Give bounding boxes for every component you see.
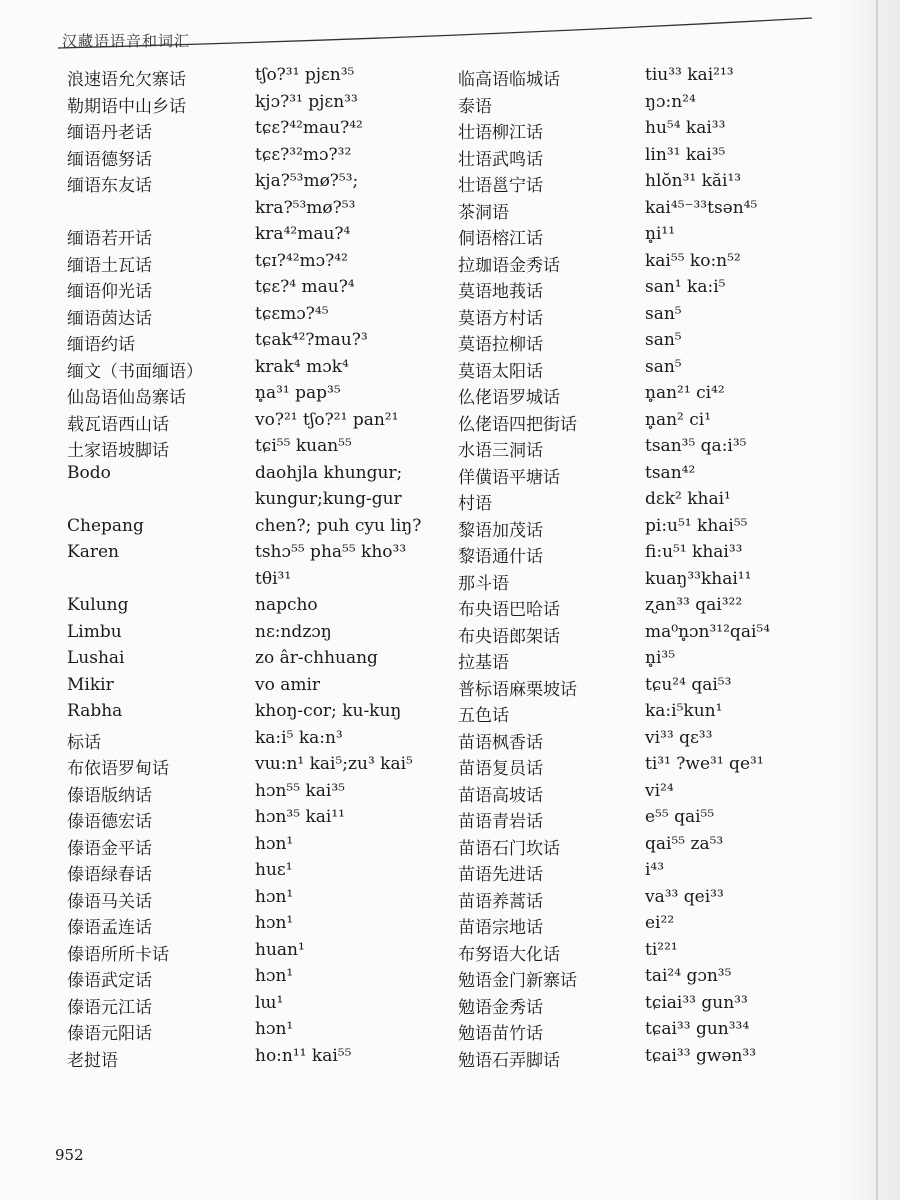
language-name: 傣语马关话 xyxy=(67,891,152,912)
language-name: 勉语石弄脚话 xyxy=(458,1050,560,1071)
word-transcription: ma⁰n̥ɔn³¹²qai⁵⁴ xyxy=(645,621,771,642)
header-rule xyxy=(0,0,900,60)
language-name: 傣语德宏话 xyxy=(67,812,152,832)
language-name: 拉珈语金秀话 xyxy=(458,255,560,276)
language-name: 壮语武鸣话 xyxy=(458,149,543,170)
language-name: 莫语拉柳话 xyxy=(458,335,543,355)
language-name: 村语 xyxy=(458,494,492,514)
language-name: 那斗语 xyxy=(458,573,509,594)
language-name: Bodo xyxy=(67,462,111,483)
language-name: 壮语柳江话 xyxy=(458,123,543,143)
word-transcription: qai⁵⁵ za⁵³ xyxy=(645,833,724,854)
word-transcription: lin³¹ kai³⁵ xyxy=(645,144,726,165)
word-transcription: n̥an² ci¹ xyxy=(645,409,712,430)
language-name: Limbu xyxy=(67,621,122,642)
language-name: 苗语先进话 xyxy=(458,865,543,885)
word-transcription: kai⁵⁵ ko:n⁵² xyxy=(645,250,741,271)
word-transcription: nɛ:ndzɔŋ xyxy=(255,621,332,642)
word-transcription: hɔn¹ xyxy=(255,833,294,854)
language-name: 普标语麻栗坡话 xyxy=(458,679,577,700)
language-name: 苗语养蒿话 xyxy=(458,891,543,912)
language-name: 傣语版纳话 xyxy=(67,785,152,806)
word-transcription: kra?⁵³mø?⁵³ xyxy=(255,197,356,218)
word-transcription: tiu³³ kai²¹³ xyxy=(645,65,734,85)
word-transcription: va³³ qei³³ xyxy=(645,886,724,907)
word-transcription: hɔn¹ xyxy=(255,913,294,933)
language-name: 布依语罗甸话 xyxy=(67,759,169,779)
language-name: 勉语苗竹话 xyxy=(458,1024,543,1044)
language-name: 苗语石门坎话 xyxy=(458,838,560,859)
word-transcription: hlŏn³¹ kăi¹³ xyxy=(645,171,742,191)
word-transcription: vo amir xyxy=(255,674,321,695)
language-name: Kulung xyxy=(67,595,129,615)
language-name: 黎语通什话 xyxy=(458,547,543,567)
language-name: 仫佬语四把街话 xyxy=(458,414,577,435)
word-transcription: e⁵⁵ qai⁵⁵ xyxy=(645,807,715,827)
word-transcription: ŋɔ:n²⁴ xyxy=(645,91,696,112)
language-name: 傣语绿春话 xyxy=(67,865,152,885)
language-name: Mikir xyxy=(67,674,114,695)
language-name: Karen xyxy=(67,542,119,562)
word-transcription: ti³¹ ?we³¹ qe³¹ xyxy=(645,754,764,774)
word-transcription: hɔn¹ xyxy=(255,1019,294,1039)
word-transcription: tɕai³³ gun³³⁴ xyxy=(645,1019,750,1039)
word-transcription: kungur;kung-gur xyxy=(255,489,402,509)
language-name: 勒期语中山乡话 xyxy=(67,96,186,117)
language-name: 茶洞语 xyxy=(458,202,509,223)
word-transcription: tshɔ⁵⁵ pha⁵⁵ kho³³ xyxy=(255,542,407,562)
word-transcription: tɕiai³³ gun³³ xyxy=(645,992,748,1013)
language-name: 载瓦语西山话 xyxy=(67,414,169,435)
language-name: 浪速语允欠寨话 xyxy=(67,70,186,90)
language-name: 黎语加茂话 xyxy=(458,520,543,541)
language-name: 缅语德努话 xyxy=(67,149,152,170)
word-transcription: kai⁴⁵⁻³³tsən⁴⁵ xyxy=(645,197,758,218)
language-name: 莫语地莪话 xyxy=(458,282,543,302)
page-number: 952 xyxy=(55,1146,84,1164)
page-edge xyxy=(876,0,878,1200)
language-name: 缅语仰光话 xyxy=(67,282,152,302)
word-transcription: tɕɛmɔ?⁴⁵ xyxy=(255,303,329,324)
word-transcription: ti²²¹ xyxy=(645,939,678,960)
word-transcription: tʃo?³¹ pjɛn³⁵ xyxy=(255,65,355,85)
language-name: 缅语若开话 xyxy=(67,229,152,249)
language-name: 傣语孟连话 xyxy=(67,918,152,938)
word-transcription: napcho xyxy=(255,595,318,615)
language-name: 泰语 xyxy=(458,96,492,117)
language-name: 仙岛语仙岛寨话 xyxy=(67,388,186,408)
word-transcription: tai²⁴ gɔn³⁵ xyxy=(645,966,732,986)
language-name: 拉基语 xyxy=(458,653,509,673)
word-transcription: vi²⁴ xyxy=(645,780,674,801)
word-transcription: tɕɛ?⁴²mau?⁴² xyxy=(255,118,363,138)
word-transcription: kra⁴²mau?⁴ xyxy=(255,224,351,244)
word-transcription: hɔn³⁵ kai¹¹ xyxy=(255,807,345,827)
language-name: 布努语大化话 xyxy=(458,944,560,965)
word-transcription: tɕɛ?³²mɔ?³² xyxy=(255,144,352,165)
word-transcription: tɕɛ?⁴ mau?⁴ xyxy=(255,277,355,297)
word-transcription: tsan⁴² xyxy=(645,462,696,483)
language-name: 仫佬语罗城话 xyxy=(458,388,560,408)
language-name: 缅语丹老话 xyxy=(67,123,152,143)
word-transcription: zo âr-chhuang xyxy=(255,648,378,668)
word-transcription: ho:n¹¹ kai⁵⁵ xyxy=(255,1045,352,1066)
language-name: 布央语郎架话 xyxy=(458,626,560,647)
word-transcription: huan¹ xyxy=(255,939,305,960)
language-name: 傣语金平话 xyxy=(67,838,152,859)
word-transcription: hɔn⁵⁵ kai³⁵ xyxy=(255,780,345,801)
word-transcription: tɕai³³ gwən³³ xyxy=(645,1045,757,1066)
language-name: 苗语复员话 xyxy=(458,759,543,779)
language-name: 布央语巴哈话 xyxy=(458,600,560,620)
page-gutter-shadow xyxy=(840,0,900,1200)
language-name: 缅文（书面缅语） xyxy=(67,361,203,382)
word-transcription: san⁵ xyxy=(645,356,682,377)
word-transcription: kja?⁵³mø?⁵³; xyxy=(255,171,359,191)
language-name: 佯僙语平塘话 xyxy=(458,467,560,488)
word-transcription: i⁴³ xyxy=(645,860,665,880)
word-transcription: krak⁴ mɔk⁴ xyxy=(255,356,349,377)
language-name: Lushai xyxy=(67,648,125,668)
language-name: 傣语武定话 xyxy=(67,971,152,991)
word-transcription: ei²² xyxy=(645,913,675,933)
language-name: 苗语宗地话 xyxy=(458,918,543,938)
word-transcription: n̥i³⁵ xyxy=(645,648,676,668)
language-name: 苗语枫香话 xyxy=(458,732,543,753)
word-transcription: hu⁵⁴ kai³³ xyxy=(645,118,726,138)
language-name: 五色话 xyxy=(458,706,509,726)
word-transcription: lɯ¹ xyxy=(255,992,284,1013)
language-name: 莫语太阳话 xyxy=(458,361,543,382)
word-transcription: san¹ ka:i⁵ xyxy=(645,277,726,297)
word-transcription: tɕɪ?⁴²mɔ?⁴² xyxy=(255,250,348,271)
word-transcription: san⁵ xyxy=(645,303,682,324)
language-name: 缅语约话 xyxy=(67,335,135,355)
word-transcription: dɛk² khai¹ xyxy=(645,489,731,509)
word-transcription: daohjla khungur; xyxy=(255,462,403,483)
language-name: 老挝语 xyxy=(67,1050,118,1071)
language-name: 壮语邕宁话 xyxy=(458,176,543,196)
word-transcription: ka:i⁵kun¹ xyxy=(645,701,723,721)
word-transcription: tθi³¹ xyxy=(255,568,292,589)
language-name: 苗语青岩话 xyxy=(458,812,543,832)
language-name: 苗语高坡话 xyxy=(458,785,543,806)
language-name: 缅语土瓦话 xyxy=(67,255,152,276)
word-transcription: kuaŋ³³khai¹¹ xyxy=(645,568,752,589)
word-transcription: tɕi⁵⁵ kuan⁵⁵ xyxy=(255,436,352,456)
word-transcription: khoŋ-cor; ku-kuŋ xyxy=(255,701,402,721)
word-transcription: chen?; puh cyu liŋ? xyxy=(255,515,422,536)
language-name: 临高语临城话 xyxy=(458,70,560,90)
language-name: 傣语所所卡话 xyxy=(67,944,169,965)
word-transcription: hɔn¹ xyxy=(255,886,294,907)
language-name: 傣语元江话 xyxy=(67,997,152,1018)
word-transcription: tsan³⁵ qa:i³⁵ xyxy=(645,436,747,456)
language-name: 莫语方村话 xyxy=(458,308,543,329)
word-transcription: vi³³ qɛ³³ xyxy=(645,727,713,748)
language-name: 勉语金秀话 xyxy=(458,997,543,1018)
word-transcription: n̥i¹¹ xyxy=(645,224,676,244)
word-transcription: n̥a³¹ pap³⁵ xyxy=(255,383,341,403)
language-name: Chepang xyxy=(67,515,144,536)
word-transcription: vɯ:n¹ kai⁵;zu³ kai⁵ xyxy=(255,754,413,774)
language-name: 侗语榕江话 xyxy=(458,229,543,249)
language-name: Rabha xyxy=(67,701,123,721)
language-name: 傣语元阳话 xyxy=(67,1024,152,1044)
word-transcription: kjɔ?³¹ pjɛn³³ xyxy=(255,91,358,112)
word-transcription: fi:u⁵¹ khai³³ xyxy=(645,542,743,562)
running-head: 汉藏语语音和词汇 xyxy=(62,32,191,50)
language-name: 勉语金门新寨话 xyxy=(458,971,577,991)
language-name: 缅语东友话 xyxy=(67,176,152,196)
language-name: 水语三洞话 xyxy=(458,441,543,461)
language-name: 土家语坡脚话 xyxy=(67,441,169,461)
word-transcription: hɔn¹ xyxy=(255,966,294,986)
word-transcription: vo?²¹ tʃo?²¹ pan²¹ xyxy=(255,409,399,430)
word-transcription: tɕu²⁴ qai⁵³ xyxy=(645,674,732,695)
word-transcription: pi:u⁵¹ khai⁵⁵ xyxy=(645,515,748,536)
word-transcription: san⁵ xyxy=(645,330,682,350)
word-transcription: tɕak⁴²?mau?³ xyxy=(255,330,368,350)
language-name: 缅语茵达话 xyxy=(67,308,152,329)
word-transcription: n̥an²¹ ci⁴² xyxy=(645,383,725,403)
word-transcription: ʐan³³ qai³²² xyxy=(645,595,743,615)
word-transcription: ka:i⁵ ka:n³ xyxy=(255,727,343,748)
word-transcription: huɛ¹ xyxy=(255,860,293,880)
language-name: 标话 xyxy=(67,732,101,753)
